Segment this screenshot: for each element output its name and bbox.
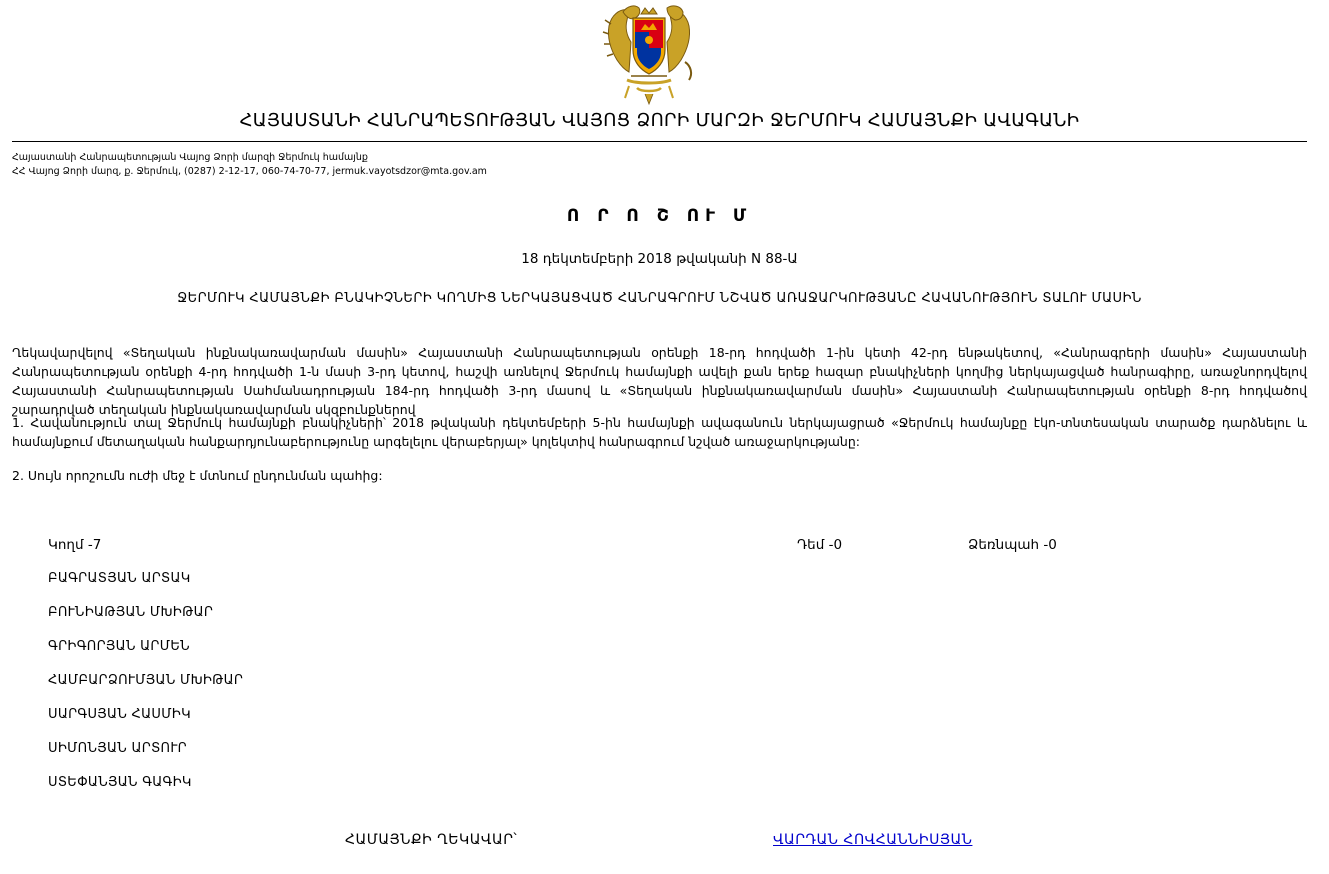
vote-against-count: Դեմ -0 bbox=[797, 537, 843, 553]
decision-point-1: 1. Հավանություն տալ Ջերմուկ համայնքի բնակիչների՝ 2018 թվականի դեկտեմբերի 5-ին համայնքի ավագանուն ներկայացրած «Ջերմուկ համայնքը էկո-տնտեսական տարածք դարձնելու և համայնքում մետաղական հանքարդյունաբերությունը արգելելու վերաբերյալ» կոլեկտիվ հանրագրում նշված առաջարկությանը: bbox=[12, 415, 1307, 449]
decision-point-2: 2. Սույն որոշումն ուժի մեջ է մտնում ընդունման պահից: bbox=[12, 468, 383, 483]
council-member-name: ԲՈՒՆԻԱԹՅԱՆ ՄԽԻԹԱՐ bbox=[48, 605, 214, 620]
document-type-heading: Ո Ր Ո Շ ՈՒ Մ bbox=[566, 206, 753, 226]
vote-for-count: Կողմ -7 bbox=[48, 537, 102, 553]
document-date-number: 18 դեկտեմբերի 2018 թվականի N 88-Ա bbox=[521, 251, 798, 267]
council-member-name: ՍԱՐԳՍՅԱՆ ՀԱՍՄԻԿ bbox=[48, 707, 191, 722]
council-member-name: ՍԻՄՈՆՅԱՆ ԱՐՏՈՒՐ bbox=[48, 741, 187, 756]
vote-abstain-count: Ձեռնպահ -0 bbox=[968, 537, 1057, 553]
armenian-coat-of-arms-icon bbox=[601, 2, 697, 108]
document-subject: ՋԵՐՄՈՒԿ ՀԱՄԱՅՆՔԻ ԲՆԱԿԻՉՆԵՐԻ ԿՈՂՄԻՑ ՆԵՐԿԱՅԱՑՎԱԾ ՀԱՆՐԱԳՐՈՒՄ ՆՇՎԱԾ ԱՌԱՋԱՐԿՈՒԹՅԱՆԸ ՀԱՎԱՆՈՒԹՅՈՒՆ ՏԱԼՈՒ ՄԱՍԻՆ bbox=[177, 291, 1142, 306]
community-head-name-link[interactable]: ՎԱՐԴԱՆ ՀՈՎՀԱՆՆԻՍՅԱՆ bbox=[773, 832, 973, 848]
government-body-title: ՀԱՅԱՍՏԱՆԻ ՀԱՆՐԱՊԵՏՈՒԹՅԱՆ ՎԱՅՈՑ ՁՈՐԻ ՄԱՐԶԻ ՋԵՐՄՈՒԿ ՀԱՄԱՅՆՔԻ ԱՎԱԳԱՆԻ bbox=[239, 110, 1080, 131]
council-member-name: ՍՏԵՓԱՆՅԱՆ ԳԱԳԻԿ bbox=[48, 775, 192, 790]
preamble-paragraph: Ղեկավարվելով «Տեղական ինքնակառավարման մասին» Հայաստանի Հանրապետության օրենքի 18-րդ հոդվածի 1-ին կետի 42-րդ ենթակետով, «Հանրագրերի մասին» Հայաստանի Հանրապետության օրենքի 4-րդ հոդվածի 1-ն մասի 3-րդ կետով, հաշվի առնելով Ջերմուկ համայնքի ավելի քան երեք հազար բնակիչների կողմից ներկայացված հանրագիրը, առաջնորդվելով Հայաստանի Հանրապետության Սահմանադրության 184-րդ հոդվածի 3-րդ մասով և «Տեղական ինքնակառավարման մասին» Հայաստանի Հանրապետության օրենքի 8-րդ հոդվածով շարադրված տեղական ինքնակառավարման սկզբունքներով bbox=[12, 345, 1307, 417]
header-divider bbox=[12, 141, 1307, 142]
council-member-name: ՀԱՄԲԱՐՁՈՒՄՅԱՆ ՄԽԻԹԱՐ bbox=[48, 673, 244, 688]
address-line-2: ՀՀ Վայոց Ձորի մարզ, ք. Ջերմուկ, (0287) 2-12-17, 060-74-70-77, jermuk.vayotsdzor@mta.gov.am bbox=[12, 166, 487, 177]
council-member-name: ԲԱԳՐԱՏՅԱՆ ԱՐՏԱԿ bbox=[48, 571, 191, 586]
council-member-name: ԳՐԻԳՈՐՅԱՆ ԱՐՄԵՆ bbox=[48, 639, 190, 654]
address-line-1: Հայաստանի Հանրապետության Վայոց Ձորի մարզի Ջերմուկ համայնք bbox=[12, 152, 368, 163]
community-head-title: ՀԱՄԱՅՆՔԻ ՂԵԿԱՎԱՐ՝ bbox=[345, 832, 518, 848]
